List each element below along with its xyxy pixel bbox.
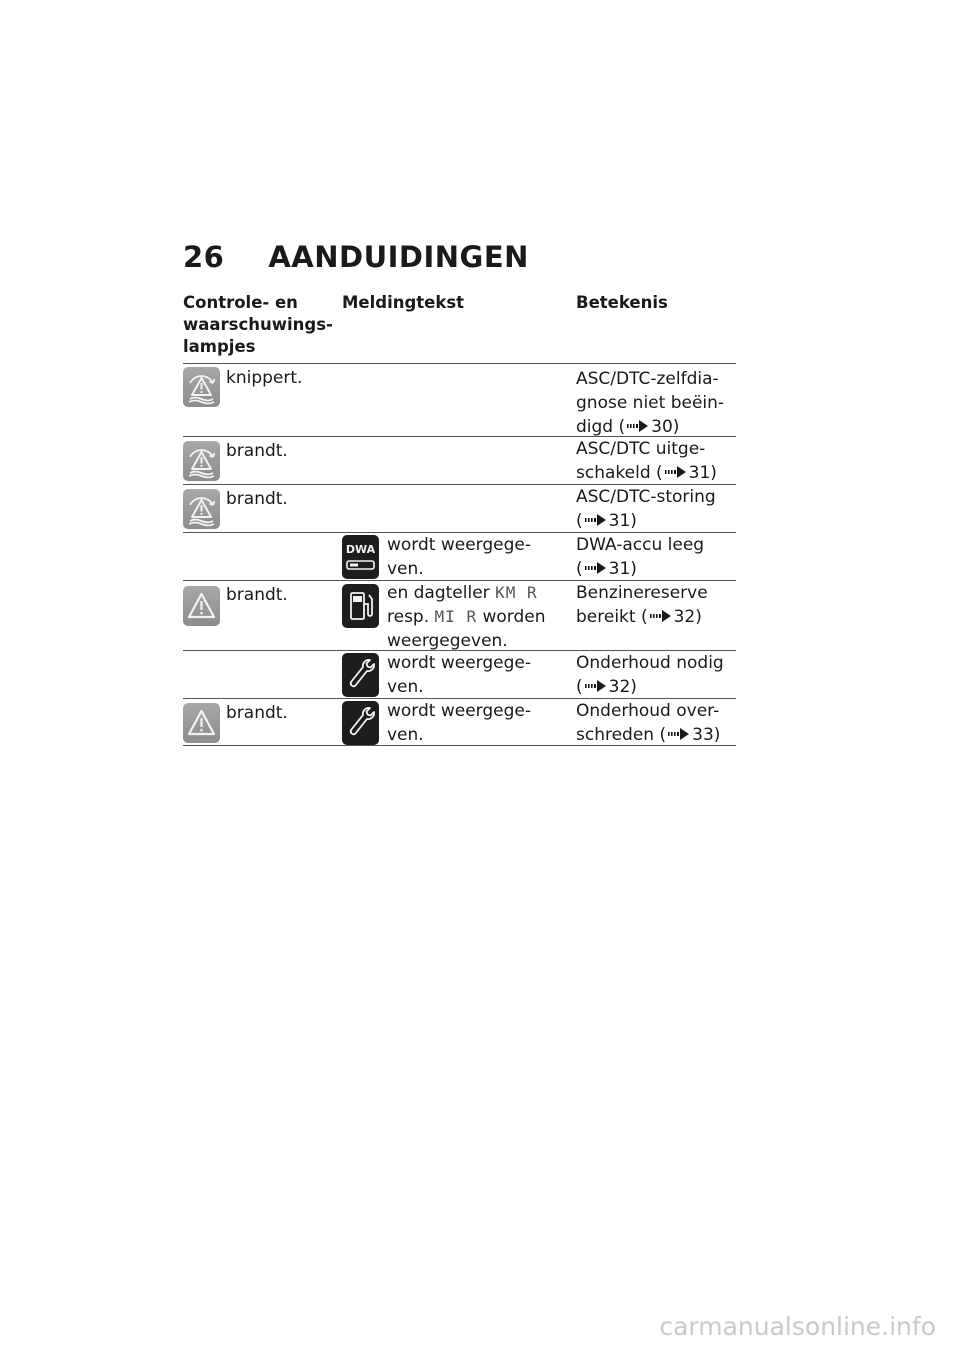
wrench-icon — [342, 701, 379, 745]
reference-arrow-icon — [650, 609, 672, 623]
dwa-battery-icon — [342, 535, 379, 579]
svg-text:DWA: DWA — [345, 543, 376, 556]
meaning-text: Onderhoud nodig ( 32) — [576, 653, 724, 697]
meaning-text: Benzinereserve bereikt ( 32) — [576, 583, 708, 627]
meaning-text: ASC/DTC-zelfdia-gnose niet beëin-digd ( 30) — [576, 369, 725, 437]
asc-dtc-warning-icon — [183, 441, 220, 481]
table-row — [183, 436, 736, 484]
trip-code: KM R — [495, 583, 538, 602]
lamp-state: knippert. — [226, 368, 303, 388]
meaning-text: Onderhoud over-schreden ( 33) — [576, 701, 721, 745]
page-reference: ( 31) — [576, 511, 637, 531]
lamp-state: brandt. — [226, 585, 288, 605]
reference-arrow-icon — [665, 465, 687, 479]
general-warning-icon — [183, 586, 220, 626]
page-reference: ( 31) — [656, 463, 717, 483]
reference-arrow-icon — [585, 513, 607, 527]
reference-arrow-icon — [585, 561, 607, 575]
page-number: 26 — [183, 240, 225, 274]
message-text: wordt weergege-ven. — [387, 701, 532, 745]
table-row — [183, 580, 736, 650]
lamp-state: brandt. — [226, 441, 288, 461]
page-reference: ( 30) — [618, 417, 680, 437]
column-header-meaning: Betekenis — [576, 293, 668, 312]
reference-arrow-icon — [585, 679, 607, 693]
reference-arrow-icon — [668, 727, 690, 741]
page-reference: ( 32) — [576, 677, 637, 697]
trip-code: MI R — [434, 607, 478, 626]
table-row — [183, 698, 736, 746]
message-text: wordt weergege-ven. — [387, 535, 532, 579]
lamp-state: brandt. — [226, 489, 288, 509]
page-reference: ( 32) — [640, 607, 702, 627]
indicator-table — [183, 363, 736, 746]
reference-arrow-icon — [627, 419, 649, 433]
meaning-text: ASC/DTC-storing ( 31) — [576, 487, 716, 531]
column-header-message: Meldingtekst — [342, 293, 465, 312]
message-text: wordt weergege-ven. — [387, 653, 532, 697]
page-reference: ( 31) — [576, 559, 637, 579]
table-header — [183, 292, 736, 356]
table-row — [183, 484, 736, 532]
lamp-state: brandt. — [226, 703, 288, 723]
table-row — [183, 363, 736, 436]
watermark: carmanualsonline.info — [659, 1312, 936, 1341]
fuel-pump-icon — [342, 584, 379, 628]
general-warning-icon — [183, 703, 220, 743]
table-row — [183, 650, 736, 698]
asc-dtc-warning-icon — [183, 489, 220, 529]
page-header — [183, 240, 529, 274]
meaning-text: DWA-accu leeg ( 31) — [576, 535, 705, 579]
message-text: en dagteller KM R resp. MI R worden weergegeven. — [387, 583, 546, 651]
page-reference: ( 33) — [659, 725, 721, 745]
page-title: AANDUIDINGEN — [268, 240, 529, 274]
column-header-lamp: Controle- en waarschuwings-lampjes — [183, 293, 333, 356]
asc-dtc-warning-icon — [183, 367, 220, 407]
meaning-text: ASC/DTC uitge-schakeld ( 31) — [576, 439, 717, 483]
wrench-icon — [342, 653, 379, 697]
table-row — [183, 532, 736, 580]
